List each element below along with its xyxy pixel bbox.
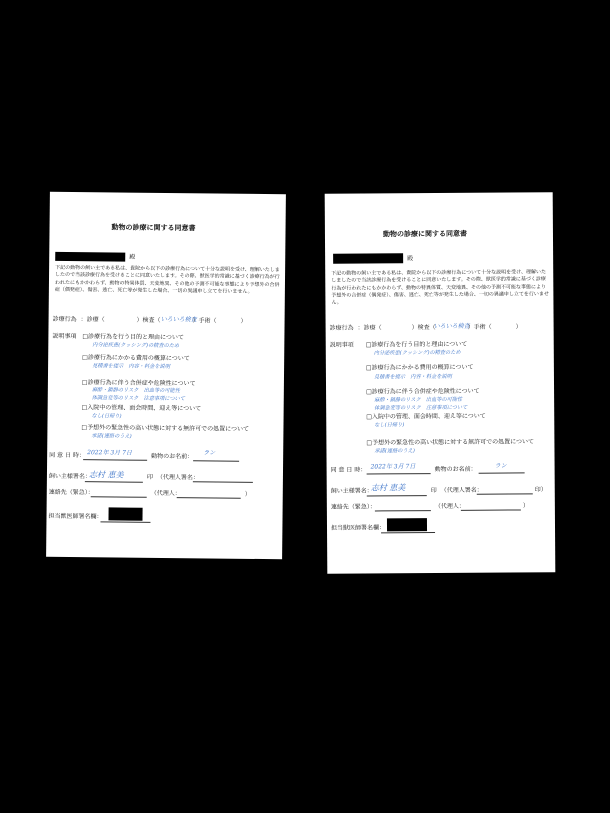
treatment-opt1: ：診療（ (80, 316, 105, 324)
treatment-handwritten: いろいろ検査 (433, 322, 470, 331)
treatment-opt2: ）検査（ (411, 324, 436, 332)
item-3-note: 麻酔・鎮静のリスク 出血等の可能性 (374, 396, 463, 404)
contact-close: ） (244, 490, 251, 498)
owner-signature: 志村 恵美 (370, 483, 406, 493)
treatment-label: 診療行為 (329, 324, 354, 332)
item-1-note: 内分泌疾患(クッシング)の精査のため (373, 349, 461, 357)
contact-proxy-label: （代理人： (434, 502, 465, 511)
redacted-vet-signature (108, 507, 142, 520)
item-4-note: なし(日帰り) (374, 422, 405, 429)
item-2: □診療行為にかかる費用の概算について (365, 363, 474, 372)
item-2: □診療行為にかかる費用の概算について (82, 354, 190, 363)
item-2-note: 見積書を提示 内容・料金を説明 (92, 363, 170, 371)
owner-label: 飼い主様署名： (48, 472, 91, 481)
owner-label: 飼い主様署名： (330, 487, 373, 495)
item-3-note2: 体調急変等のリスク 注意事項について (91, 395, 185, 403)
item-3: □診療行為に伴う合併症や危険性について (366, 387, 480, 396)
proxy-sign-label: （代理人署名： (156, 473, 199, 482)
explain-label: 説明事項 (52, 332, 77, 341)
owner-signature: 志村 恵美 (88, 470, 124, 480)
form-title: 動物の診療に関する同意書 (111, 223, 196, 233)
contact-close: ） (522, 502, 529, 510)
explain-label: 説明事項 (329, 341, 354, 349)
vet-sign-label: 担当獣医師署名欄： (48, 512, 103, 521)
item-4-note: なし(日帰り) (91, 413, 122, 420)
redacted-clinic-name (55, 252, 125, 262)
owner-seal: 印 (430, 487, 437, 495)
owner-seal: 印 (146, 473, 153, 481)
consent-form-right (325, 192, 556, 574)
pet-name-value: ラン (203, 449, 216, 457)
form-title: 動物の診療に関する同意書 (382, 229, 467, 239)
item-1: □診療行為を行う目的と理由について (365, 340, 468, 349)
item-3-note2: 体調急変等のリスク 注意事項について (374, 404, 468, 412)
item-5-note: 承諾(連絡のうえ) (91, 433, 132, 440)
addressee-suffix: 殿 (129, 253, 136, 261)
treatment-opt1: ：診療（ (357, 324, 382, 332)
consent-date-label: 同 意 日 時： (49, 451, 85, 460)
treatment-label: 診療行為 (52, 315, 77, 324)
addressee-suffix: 殿 (407, 255, 414, 263)
pet-name-value: ラン (494, 462, 507, 470)
consent-date-value: 2022年 3月 7日 (370, 463, 416, 471)
consent-date-value: 2022年 3月 7日 (87, 449, 132, 457)
contact-proxy-label: （代理人： (150, 489, 181, 498)
pet-name-label: 動物のお名前： (434, 465, 477, 474)
item-1-note: 内分泌疾患(クッシング)の精査のため (92, 342, 180, 350)
item-1: □診療行為を行う目的と理由について (82, 333, 184, 342)
treatment-handwritten: いろいろ検査 (160, 315, 197, 324)
vet-sign-label: 担当獣医師署名欄： (330, 524, 386, 532)
item-2-note: 見積書を提示 内容・料金を説明 (373, 373, 452, 381)
intro-text: 下記の動物の飼い主である私は、貴院から以下の診療行為について十分な説明を受け、理解いたしましたので当該診療行為を受けることに同意いたします。その際、獣医学的常識に基づく診療行為が行われたにもかかわらず、動物の特異体質、天変地異、その他の予測不可能な事態により予想外の合併症（偶発症）、傷害、逃亡、死亡等が発生した場合、一切の異議申し立てを行いません。 (54, 264, 280, 295)
contact-label: 連絡先（緊急）： (330, 503, 376, 511)
item-3: □診療行為に伴う合併症や危険性について (81, 379, 196, 388)
consent-date-label: 同 意 日 時： (330, 466, 367, 474)
item-4: □入院中の管理、面会時間、迎え等について (366, 412, 486, 421)
redacted-vet-signature (387, 518, 427, 531)
item-5: □予想外の緊急性の高い状態に対する無許可での処置について (366, 438, 535, 447)
treatment-close: ） (240, 317, 247, 325)
proxy-sign-label: （代理人署名： (440, 486, 483, 494)
treatment-opt3: ）手術（ (192, 317, 217, 325)
item-3-note: 麻酔・鎮静のリスク 出血等の可能性 (91, 387, 180, 395)
redacted-clinic-name (333, 253, 403, 263)
treatment-opt2: ）検査（ (136, 316, 161, 324)
item-4: □入院中の管理、面会時間、迎え等について (81, 404, 202, 413)
item-5: □予想外の緊急性の高い状態に対する無許可での処置について (81, 424, 250, 433)
proxy-seal: 印） (534, 486, 547, 494)
intro-text: 下記の動物の飼い主である私は、貴院から以下の診療行為について十分な説明を受け、理解いたしましたので当該診療行為を受けることに同意いたします。その際、獣医学的常識に基づく診療行為が行われたにもかかわらず、動物の特異体質、天変地異、その他の予測不可能な事態により予想外の合併症（偶発症）、傷害、逃亡、死亡等が発生した場合、一切の異議申し立てを行いません。 (331, 269, 549, 306)
contact-label: 連絡先（緊急）： (48, 488, 94, 497)
item-5-note: 承諾(連絡のうえ) (374, 448, 415, 455)
treatment-opt3: ）手術（ (467, 323, 492, 331)
consent-form-left (46, 192, 286, 559)
treatment-close: ） (515, 323, 522, 331)
pet-name-label: 動物のお名前： (151, 452, 194, 461)
